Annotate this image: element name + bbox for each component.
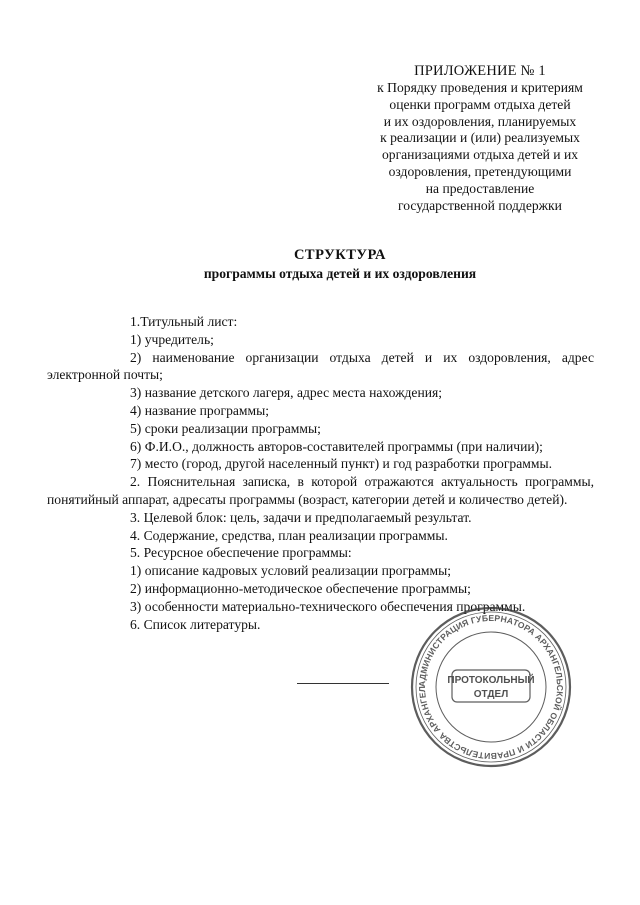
list-item: 1.Титульный лист: — [130, 314, 238, 329]
appendix-line: к Порядку проведения и критериям — [377, 80, 583, 95]
document-heading — [40, 246, 640, 282]
document-title: СТРУКТУРА — [293, 247, 387, 263]
list-item: 2) информационно-методическое обеспечение программы; — [130, 580, 471, 596]
appendix-title: ПРИЛОЖЕНИЕ № 1 — [414, 63, 546, 79]
seal-ring-text: АДМИНИСТРАЦИЯ ГУБЕРНАТОРА АРХАНГЕЛЬСКОЙ ОБЛАСТИ И ПРАВИТЕЛЬСТВА АРХАНГЕЛ — [416, 612, 566, 762]
appendix-line: на предоставление — [425, 180, 535, 196]
appendix-line: государственной поддержки — [398, 197, 562, 213]
list-item: 6. Список литературы. — [130, 616, 261, 632]
list-item: 4. Содержание, средства, план реализации программы. — [130, 527, 448, 543]
list-item: 3) особенности материально-технического обеспечения программы. — [130, 598, 526, 614]
appendix-line: оценки программ отдыха детей — [389, 96, 571, 112]
seal-center-line2: ОТДЕЛ — [473, 689, 509, 700]
document-subtitle: программы отдыха детей и их оздоровления — [203, 266, 477, 281]
list-item: 5. Ресурсное обеспечение программы: — [130, 545, 352, 561]
list-item: 1) описание кадровых условий реализации программы; — [130, 563, 451, 579]
list-item: 4) название программы; — [130, 402, 270, 418]
list-item: 3. Целевой блок: цель, задачи и предполагаемый результат. — [130, 509, 472, 525]
list-item: 1) учредитель; — [130, 331, 214, 347]
appendix-block — [350, 62, 610, 214]
list-item: 6) Ф.И.О., должность авторов-составителей программы (при наличии); — [130, 438, 543, 454]
appendix-line: оздоровления, претендующими — [388, 163, 572, 179]
list-item: 5) сроки реализации программы; — [130, 420, 321, 436]
list-item: 7) место (город, другой населенный пункт) и год разработки программы. — [130, 456, 552, 472]
list-item: 3) название детского лагеря, адрес места нахождения; — [130, 385, 443, 401]
seal-icon — [408, 604, 574, 770]
structure-list — [47, 313, 594, 633]
separator-line — [297, 683, 389, 684]
appendix-line: и их оздоровления, планируемых — [383, 113, 577, 129]
appendix-line: организациями отдыха детей и их — [381, 147, 579, 163]
list-item: 2. Пояснительная записка, в которой отражаются актуальность программы, понятийный аппарат, адресаты программы (возраст, категории детей и количество детей). — [47, 474, 594, 507]
seal-center-line1: ПРОТОКОЛЬНЫЙ — [447, 675, 535, 686]
appendix-line: к реализации и (или) реализуемых — [380, 130, 580, 146]
list-item: 2) наименование организации отдыха детей и их оздоровления, адрес электронной почты; — [47, 349, 594, 383]
official-seal — [408, 604, 574, 770]
